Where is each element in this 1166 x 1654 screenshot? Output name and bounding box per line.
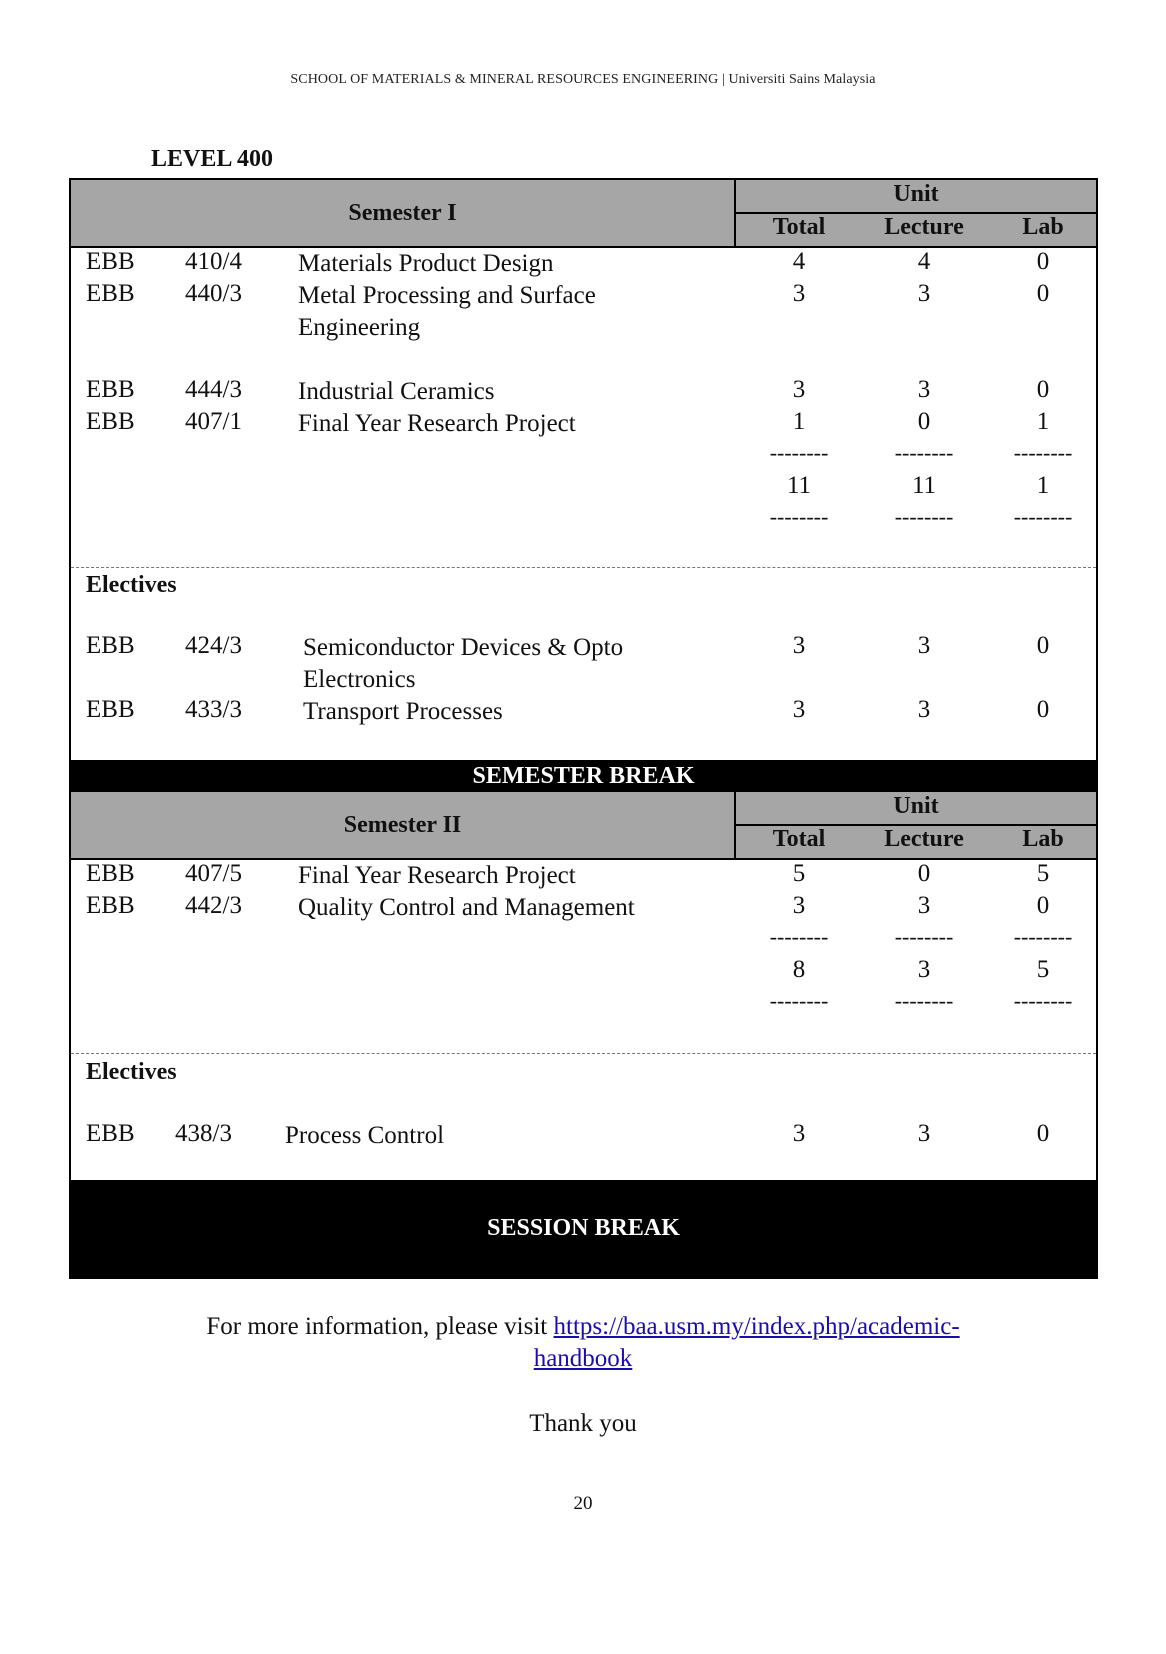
course-row <box>71 860 1096 892</box>
course-lab: 0 <box>1036 1120 1050 1147</box>
course-total: 5 <box>792 860 806 887</box>
dash-line: -------- <box>769 504 829 529</box>
course-dept: EBB <box>86 892 135 919</box>
course-total: 3 <box>792 376 806 403</box>
dash-line: -------- <box>1013 440 1073 465</box>
course-code: 407/1 <box>185 408 242 435</box>
course-code: 433/3 <box>185 696 242 723</box>
handbook-link[interactable]: https://baa.usm.my/index.php/academic- <box>553 1313 960 1340</box>
course-lecture: 0 <box>917 408 931 435</box>
course-total: 3 <box>792 632 806 659</box>
course-name: Final Year Research Project <box>298 862 576 889</box>
page-number: 20 <box>573 1493 593 1514</box>
course-total: 3 <box>792 892 806 919</box>
sum-row <box>71 472 1096 504</box>
course-total: 1 <box>792 408 806 435</box>
dash-line: -------- <box>769 924 829 949</box>
total-heading: Total <box>772 214 826 240</box>
handbook-link[interactable]: handbook <box>533 1345 633 1372</box>
running-header: SCHOOL OF MATERIALS & MINERAL RESOURCES ENGINEERING | Universiti Sains Malaysia <box>290 72 876 87</box>
more-info-prefix: For more information, please visit <box>206 1313 554 1340</box>
elective-row <box>71 632 1096 693</box>
course-lecture: 3 <box>917 376 931 403</box>
course-lab: 0 <box>1036 696 1050 723</box>
course-lecture: 3 <box>917 892 931 919</box>
course-total: 3 <box>792 696 806 723</box>
course-lecture: 0 <box>917 860 931 887</box>
course-row <box>71 376 1096 408</box>
course-code: 438/3 <box>175 1120 232 1147</box>
lecture-heading: Lecture <box>884 826 964 852</box>
sum-total: 8 <box>792 956 806 983</box>
dash-line: -------- <box>769 440 829 465</box>
course-lab: 1 <box>1036 408 1050 435</box>
course-code: 407/5 <box>185 860 242 887</box>
session-break-bar: SESSION BREAK <box>71 1180 1096 1277</box>
sum-lecture: 11 <box>911 472 937 499</box>
course-lecture: 3 <box>917 1120 931 1147</box>
level-title: LEVEL 400 <box>151 146 274 172</box>
sum-separator <box>71 504 1096 536</box>
course-dept: EBB <box>86 860 135 887</box>
course-lab: 0 <box>1036 892 1050 919</box>
course-name: Quality Control and Management <box>298 894 635 921</box>
total-heading: Total <box>772 826 826 852</box>
course-row <box>71 892 1096 924</box>
dash-line: -------- <box>769 988 829 1013</box>
sum-lab: 5 <box>1036 956 1050 983</box>
course-name: Process Control <box>285 1122 445 1149</box>
course-dept: EBB <box>86 280 135 307</box>
semester1-header <box>71 180 1096 248</box>
section-divider <box>71 567 1096 568</box>
sum-lecture: 3 <box>917 956 931 983</box>
semester1-title: Semester I <box>348 199 457 226</box>
course-name: Final Year Research Project <box>298 410 576 437</box>
course-code: 410/4 <box>185 248 242 275</box>
course-code: 440/3 <box>185 280 242 307</box>
dash-line: -------- <box>894 924 954 949</box>
semester-break-bar: SEMESTER BREAK <box>71 760 1096 792</box>
sum-lab: 1 <box>1036 472 1050 499</box>
lab-heading: Lab <box>1022 214 1064 240</box>
more-info-text-continued <box>0 1345 1166 1373</box>
course-name: Transport Processes <box>303 698 503 725</box>
course-total: 3 <box>792 280 806 307</box>
thank-you-text: Thank you <box>529 1410 637 1437</box>
course-name: Industrial Ceramics <box>298 378 495 405</box>
unit-heading: Unit <box>893 793 939 819</box>
course-dept: EBB <box>86 632 135 659</box>
course-dept: EBB <box>86 376 135 403</box>
semester2-title: Semester II <box>343 811 462 838</box>
course-lecture: 4 <box>917 248 931 275</box>
elective-row <box>71 696 1096 728</box>
course-lecture: 3 <box>917 280 931 307</box>
course-name: Metal Processing and Surface Engineering <box>298 282 596 341</box>
course-lecture: 3 <box>917 632 931 659</box>
course-lecture: 3 <box>917 696 931 723</box>
course-dept: EBB <box>86 248 135 275</box>
more-info-text <box>0 1313 1166 1341</box>
course-row <box>71 408 1096 440</box>
sum-separator <box>71 440 1096 472</box>
course-lab: 0 <box>1036 248 1050 275</box>
section-divider <box>71 1053 1096 1054</box>
course-name: Materials Product Design <box>298 250 554 277</box>
course-dept: EBB <box>86 1120 135 1147</box>
course-code: 442/3 <box>185 892 242 919</box>
course-total: 3 <box>792 1120 806 1147</box>
course-name: Semiconductor Devices & Opto Electronics <box>303 634 624 693</box>
course-row <box>71 248 1096 280</box>
dash-line: -------- <box>1013 988 1073 1013</box>
lecture-heading: Lecture <box>884 214 964 240</box>
sum-separator <box>71 924 1096 956</box>
sum-row <box>71 956 1096 988</box>
course-row <box>71 280 1096 341</box>
course-table <box>69 178 1098 1279</box>
course-lab: 0 <box>1036 632 1050 659</box>
course-total: 4 <box>792 248 806 275</box>
course-code: 444/3 <box>185 376 242 403</box>
lab-heading: Lab <box>1022 826 1064 852</box>
sum-separator <box>71 988 1096 1020</box>
semester2-header <box>71 792 1096 860</box>
dash-line: -------- <box>894 504 954 529</box>
course-lab: 5 <box>1036 860 1050 887</box>
electives-label: Electives <box>86 1059 177 1085</box>
course-code: 424/3 <box>185 632 242 659</box>
dash-line: -------- <box>1013 504 1073 529</box>
dash-line: -------- <box>1013 924 1073 949</box>
elective-row <box>71 1120 1096 1152</box>
dash-line: -------- <box>894 988 954 1013</box>
course-lab: 0 <box>1036 376 1050 403</box>
sum-total: 11 <box>786 472 812 499</box>
course-lab: 0 <box>1036 280 1050 307</box>
course-dept: EBB <box>86 408 135 435</box>
course-dept: EBB <box>86 696 135 723</box>
unit-heading: Unit <box>893 181 939 207</box>
dash-line: -------- <box>894 440 954 465</box>
electives-label: Electives <box>86 572 177 598</box>
